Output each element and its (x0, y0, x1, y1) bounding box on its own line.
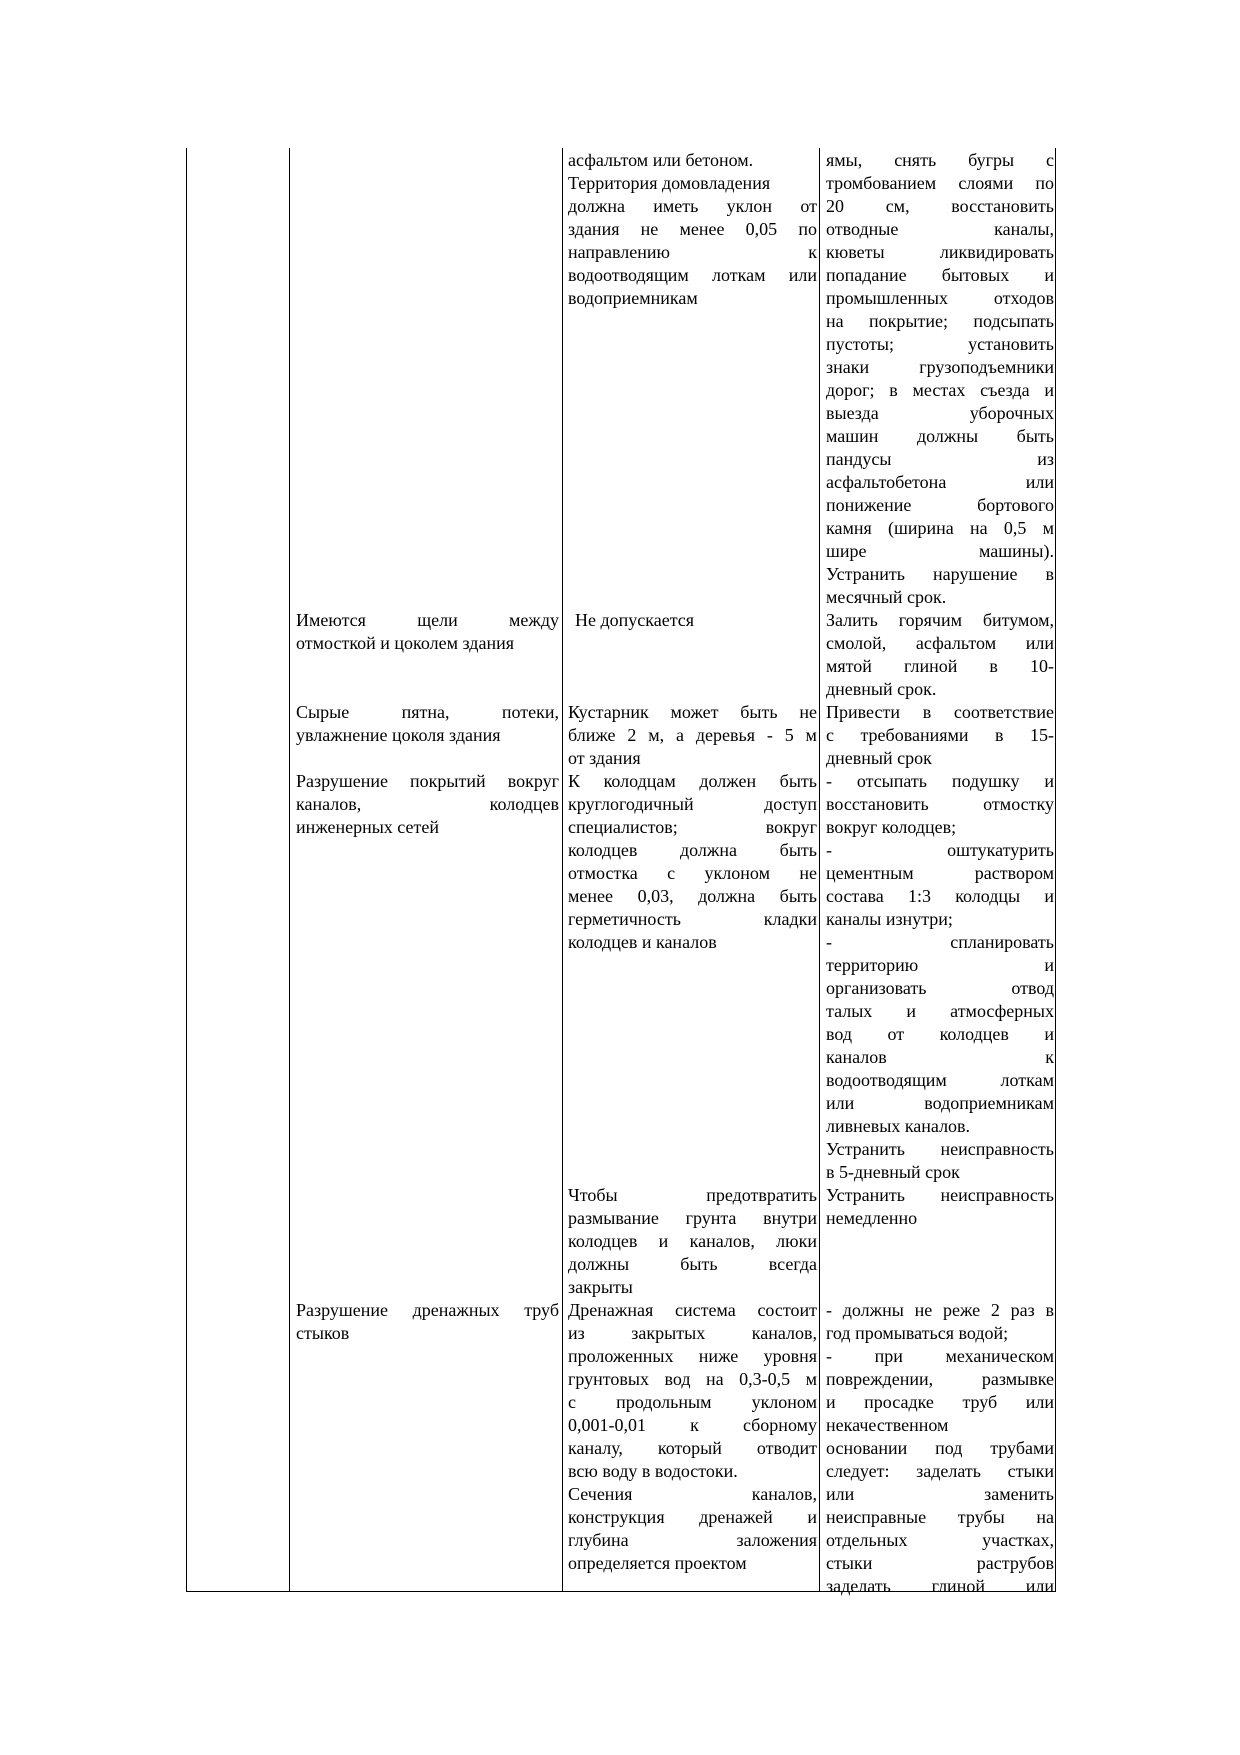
text-line: дневный срок. (826, 679, 937, 699)
row5-remedy-text (826, 1184, 1054, 1230)
text-line: направлению к (568, 242, 817, 262)
text-line: год промываться водой; (826, 1323, 1009, 1343)
text-line: немедленно (826, 1208, 918, 1228)
row3-requirement-text (568, 701, 817, 770)
text-line: герметичность кладки (568, 909, 817, 929)
text-line: здания не менее 0,05 по (568, 219, 817, 239)
text-line: увлажнение цоколя здания (296, 725, 501, 745)
text-line: Разрушение дренажных труб (296, 1300, 559, 1320)
text-line: конструкция дренажей и (568, 1507, 817, 1527)
text-line: ямы, снять бугры с (826, 150, 1054, 170)
text-line: стыки раструбов (826, 1553, 1054, 1573)
text-line: определяется проектом (568, 1553, 747, 1573)
text-line: на покрытие; подсыпать (826, 311, 1054, 331)
text-line: проложенных ниже уровня (568, 1346, 817, 1366)
text-line: состава 1:3 колодцы и (826, 886, 1054, 906)
text-line: колодцев должна быть (568, 840, 817, 860)
text-line: заделать глиной или (826, 1576, 1054, 1596)
text-line: машин должны быть (826, 426, 1054, 446)
text-line: Залить горячим битумом, (826, 610, 1054, 630)
text-line: Устранить неисправность (826, 1185, 1054, 1205)
text-line: ливневых каналов. (826, 1116, 971, 1136)
text-line: Сечения каналов, (568, 1484, 817, 1504)
text-line: попадание бытовых и (826, 265, 1054, 285)
table-border-left (186, 148, 187, 1591)
row6-defect-text (296, 1299, 559, 1345)
text-line: Кустарник может быть не (568, 702, 817, 722)
text-line: асфальтобетона или (826, 472, 1054, 492)
text-line: ближе 2 м, а деревья - 5 м (568, 725, 817, 745)
text-line: территорию и (826, 955, 1054, 975)
row5-requirement-text (568, 1184, 817, 1299)
text-line: глубина заложения (568, 1530, 817, 1550)
text-line: Устранить нарушение в (826, 564, 1054, 584)
row6-remedy-text (826, 1299, 1054, 1598)
table-border-right (1055, 148, 1056, 1591)
row2-remedy-text (826, 609, 1054, 701)
text-line: пандусы из (826, 449, 1054, 469)
text-line: мятой глиной в 10- (826, 656, 1054, 676)
text-line: водоприемникам (568, 288, 698, 308)
text-line: промышленных отходов (826, 288, 1054, 308)
text-line: смолой, асфальтом или (826, 633, 1054, 653)
text-line: водоотводящим лоткам или (568, 265, 817, 285)
row4-remedy-text (826, 770, 1054, 1184)
text-line: кюветы ликвидировать (826, 242, 1054, 262)
text-line: специалистов; вокруг (568, 817, 817, 837)
text-line: некачественном (826, 1415, 949, 1435)
text-line: - спланировать (826, 932, 1054, 952)
row1-requirement-text (568, 149, 817, 310)
text-line: следует: заделать стыки (826, 1461, 1054, 1481)
text-line: месячный срок. (826, 587, 947, 607)
text-line: каналов, колодцев (296, 794, 559, 814)
column-divider-2 (562, 148, 563, 1591)
text-line: менее 0,03, должна быть (568, 886, 817, 906)
row1-remedy-text (826, 149, 1054, 609)
text-line: повреждении, размывке (826, 1369, 1054, 1389)
text-line: всю воду в водостоки. (568, 1461, 738, 1481)
column-divider-1 (289, 148, 290, 1591)
text-line: восстановить отмостку (826, 794, 1054, 814)
text-line: вокруг колодцев; (826, 817, 957, 837)
row2-requirement-text (575, 609, 824, 632)
text-line: - при механическом (826, 1346, 1054, 1366)
text-line: колодцев и каналов (568, 932, 717, 952)
text-line: отмосткой и цоколем здания (296, 633, 514, 653)
text-line: Дренажная система состоит (568, 1300, 817, 1320)
text-line: - должны не реже 2 раз в (826, 1300, 1054, 1320)
text-line: знаки грузоподъемники (826, 357, 1054, 377)
row3-remedy-text (826, 701, 1054, 770)
text-line: или заменить (826, 1484, 1054, 1504)
text-line: каналы изнутри; (826, 909, 953, 929)
text-line: отводные каналы, (826, 219, 1054, 239)
text-line: 20 см, восстановить (826, 196, 1054, 216)
text-line: организовать отвод (826, 978, 1054, 998)
text-line: с продольным уклоном (568, 1392, 817, 1412)
text-line: Чтобы предотвратить (568, 1185, 817, 1205)
text-line: колодцев и каналов, люки (568, 1231, 817, 1251)
text-line: круглогодичный доступ (568, 794, 817, 814)
row3-defect-text (296, 701, 559, 747)
text-line: каналу, который отводит (568, 1438, 817, 1458)
text-line: от здания (568, 748, 641, 768)
text-line: Устранить неисправность (826, 1139, 1054, 1159)
text-line: грунтовых вод на 0,3-0,5 м (568, 1369, 817, 1389)
text-line: или водоприемникам (826, 1093, 1054, 1113)
text-line: Территория домовладения (568, 173, 771, 193)
text-line: в 5-дневный срок (826, 1162, 960, 1182)
text-line: выезда уборочных (826, 403, 1054, 423)
text-line: из закрытых каналов, (568, 1323, 817, 1343)
text-line: должны быть всегда (568, 1254, 817, 1274)
text-line: дорог; в местах съезда и (826, 380, 1054, 400)
text-line: Разрушение покрытий вокруг (296, 771, 559, 791)
text-line: отмостка с уклоном не (568, 863, 817, 883)
row4-defect-text (296, 770, 559, 839)
text-line: шире машины). (826, 541, 1054, 561)
text-line: отдельных участках, (826, 1530, 1054, 1550)
text-line: каналов к (826, 1047, 1054, 1067)
text-line: должна иметь уклон от (568, 196, 817, 216)
text-line: Сырые пятна, потеки, (296, 702, 559, 722)
row4-requirement-text (568, 770, 817, 954)
text-line: дневный срок (826, 748, 932, 768)
row2-defect-text (296, 609, 559, 655)
text-line: камня (ширина на 0,5 м (826, 518, 1054, 538)
text-line: инженерных сетей (296, 817, 439, 837)
text-line: неисправные трубы на (826, 1507, 1054, 1527)
column-divider-3 (819, 148, 820, 1591)
text-line: Имеются щели между (296, 610, 559, 630)
row6-requirement-text (568, 1299, 817, 1575)
text-line: размывание грунта внутри (568, 1208, 817, 1228)
text-line: закрыты (568, 1277, 633, 1297)
text-line: - отсыпать подушку и (826, 771, 1054, 791)
text-line: Привести в соответствие (826, 702, 1054, 722)
text-line: талых и атмосферных (826, 1001, 1054, 1021)
text-line: стыков (296, 1323, 350, 1343)
text-line: цементным раствором (826, 863, 1054, 883)
text-line: и просадке труб или (826, 1392, 1054, 1412)
text-line: 0,001-0,01 к сборному (568, 1415, 817, 1435)
text-line: вод от колодцев и (826, 1024, 1054, 1044)
text-line: основании под трубами (826, 1438, 1054, 1458)
text-line: тромбованием слоями по (826, 173, 1054, 193)
text-line: - оштукатурить (826, 840, 1054, 860)
text-line: асфальтом или бетоном. (568, 150, 754, 170)
text-line: Не допускается (575, 610, 695, 630)
text-line: с требованиями в 15- (826, 725, 1054, 745)
text-line: водоотводящим лоткам (826, 1070, 1054, 1090)
text-line: пустоты; установить (826, 334, 1054, 354)
text-line: понижение бортового (826, 495, 1054, 515)
text-line: К колодцам должен быть (568, 771, 817, 791)
